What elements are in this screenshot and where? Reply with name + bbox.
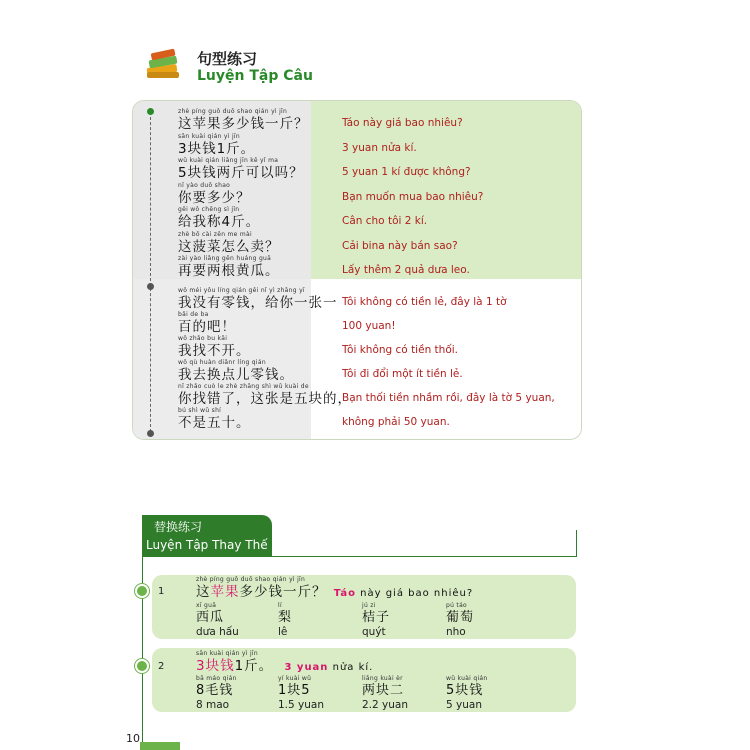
sentence-a-vietnamese: 3 yuan nửa kí. — [342, 141, 417, 154]
sentence-a-row — [178, 231, 280, 255]
sentence-b-chinese: 你找错了，这张是五块的， — [178, 391, 352, 407]
exercise-1-marker — [135, 584, 149, 598]
tab-title-vi: Luyện Tập Thay Thế — [146, 538, 268, 552]
ex1-word-option — [196, 602, 239, 638]
ex2-word-cn: 8毛钱 — [196, 683, 234, 698]
ex1-word-option — [278, 602, 292, 638]
sentence-a-chinese: 3块钱1斤。 — [178, 140, 256, 157]
sentence-b-chinese: 我没有零钱，给你一张一 — [178, 295, 338, 311]
sentence-a-vietnamese: Cải bina này bán sao? — [342, 239, 458, 252]
rail-dot-mid — [147, 283, 154, 290]
sentence-a-vietnamese: Táo này giá bao nhiêu? — [342, 117, 463, 129]
ex2-word-vi: 1.5 yuan — [278, 699, 324, 711]
sentence-a-chinese: 你要多少？ — [178, 189, 251, 206]
sentence-a-row — [178, 206, 260, 230]
exercise-2-sentence: sān kuài qián yì jīn 3块钱1斤。 3 yuan nửa kí. — [196, 650, 374, 674]
sentence-a-chinese: 这苹果多少钱一斤？ — [178, 116, 309, 132]
sentence-a-chinese: 5块钱两斤可以吗？ — [178, 165, 304, 181]
ex1-word-cn: 西瓜 — [196, 610, 225, 625]
ex2-word-py: liǎng kuài èr — [362, 675, 403, 682]
rail-dot-top — [147, 108, 154, 115]
sentence-a-vietnamese: 5 yuan 1 kí được không? — [342, 166, 471, 178]
sentence-b-chinese: 不是五十。 — [178, 415, 251, 431]
sentence-b-vietnamese: 100 yuan! — [342, 320, 396, 332]
ex1-word-py: jú zi — [362, 602, 376, 609]
ex2-word-cn: 两块二 — [362, 683, 405, 698]
rail-line — [150, 112, 151, 432]
ex2-word-option — [446, 675, 488, 711]
sentence-a-pinyin: sān kuài qián yì jīn — [178, 132, 240, 140]
sentence-b-vietnamese: Tôi không có tiền thối. — [342, 344, 459, 356]
ex1-word-vi: quýt — [362, 626, 386, 638]
ex1-word-vi: nho — [446, 626, 466, 638]
sentence-a-pinyin: nǐ yào duō shao — [178, 181, 231, 189]
ex2-word-option — [278, 675, 324, 711]
sentence-b-row — [178, 311, 236, 335]
ex1-word-py: xī guā — [196, 602, 217, 609]
ex2-word-cn: 1块5 — [278, 683, 311, 698]
sentence-b-pinyin: bǎi de ba — [178, 311, 209, 318]
tab-title-cn: 替换练习 — [154, 520, 203, 534]
ex2-word-py: bā máo qián — [196, 675, 237, 682]
ex1-word-vi: lê — [278, 626, 288, 638]
ex1-word-py: lí — [278, 602, 282, 609]
ex2-word-vi: 5 yuan — [446, 699, 482, 711]
ex2-word-option — [196, 675, 237, 711]
page-title-cn: 句型练习 — [197, 50, 258, 68]
exercise-1-sentence: zhè píng guǒ duō shao qián yì jīn 这苹果多少钱一斤？ Táo này giá bao nhiêu? — [196, 576, 474, 600]
ex1-word-vi: dưa hấu — [196, 626, 239, 638]
sentence-a-row — [178, 108, 309, 132]
exercise-2-pinyin: sān kuài qián yì jīn — [196, 650, 258, 657]
sentence-b-vietnamese: Tôi không có tiền lẻ, đây là 1 tờ — [342, 296, 507, 308]
ex2-word-cn: 5块钱 — [446, 683, 484, 698]
sentence-a-chinese: 再要两根黄瓜。 — [178, 263, 280, 279]
sentence-b-pinyin: wǒ zhǎo bu kāi — [178, 335, 228, 342]
sentence-b-pinyin: wǒ qù huàn diǎnr líng qián — [178, 359, 266, 366]
sentence-a-pinyin: zhè bō cài zěn me mài — [178, 230, 252, 238]
sentence-b-chinese: 我去换点儿零钱。 — [178, 367, 294, 383]
sentence-a-vietnamese: Cân cho tôi 2 kí. — [342, 215, 428, 227]
sentence-a-row — [178, 157, 304, 181]
sentence-b-row — [178, 287, 338, 311]
sentence-a-vietnamese: Bạn muốn mua bao nhiêu? — [342, 190, 484, 203]
sentence-b-row — [178, 383, 352, 407]
ex1-word-cn: 桔子 — [362, 610, 391, 625]
sentence-a-pinyin: gěi wǒ chēng sì jīn — [178, 206, 240, 213]
ex1-word-cn: 葡萄 — [446, 610, 475, 625]
ex2-word-py: yí kuài wǔ — [278, 675, 312, 682]
ex1-word-cn: 梨 — [278, 610, 293, 625]
sentence-a-pinyin: zhè píng guǒ duō shao qián yì jīn — [178, 108, 288, 115]
exercise-1-pinyin: zhè píng guǒ duō shao qián yì jīn — [196, 576, 306, 583]
sentence-a-pinyin: wǔ kuài qián liǎng jīn kě yǐ ma — [178, 157, 279, 164]
rail-dot-bottom — [147, 430, 154, 437]
substitution-tab — [142, 515, 272, 557]
sentence-b-vietnamese: Tôi đi đổi một ít tiền lẻ. — [342, 368, 463, 380]
sentence-b-row — [178, 407, 251, 431]
ex2-word-vi: 2.2 yuan — [362, 699, 408, 711]
ex1-word-py: pú táo — [446, 602, 468, 609]
exercise-1-number: 1 — [158, 586, 165, 597]
sentence-a-vietnamese: Lấy thêm 2 quả dưa leo. — [342, 264, 470, 276]
sentence-a-row — [178, 182, 251, 206]
sentence-a-pinyin: zài yào liǎng gēn huáng guā — [178, 255, 272, 262]
books-icon — [145, 48, 183, 82]
sentence-a-chinese: 这菠菜怎么卖？ — [178, 238, 280, 255]
ex1-word-option — [362, 602, 390, 638]
sentence-b-chinese: 我找不开。 — [178, 343, 251, 359]
sentence-b-vietnamese: không phải 50 yuan. — [342, 416, 450, 428]
ex2-word-py: wǔ kuài qián — [446, 675, 488, 682]
ex2-word-option — [362, 675, 408, 711]
sentence-b-pinyin: bú shì wǔ shí — [178, 407, 222, 414]
sentence-b-pinyin: wǒ méi yǒu líng qián gěi nǐ yì zhāng yī — [178, 287, 305, 294]
sentence-a-row — [178, 133, 255, 157]
exercise-2-number: 2 — [158, 661, 165, 672]
sentence-b-pinyin: nǐ zhǎo cuò le zhè zhāng shì wǔ kuài de — [178, 383, 309, 390]
ex1-word-option — [446, 602, 474, 638]
page-number: 10 — [126, 732, 140, 745]
page-title-vi: Luyện Tập Câu — [197, 68, 313, 84]
sentence-b-row — [178, 335, 251, 359]
sentence-b-vietnamese: Bạn thối tiền nhầm rồi, đây là tờ 5 yuan, — [342, 392, 555, 404]
ex2-word-vi: 8 mao — [196, 699, 230, 711]
sentence-b-chinese: 百的吧！ — [178, 319, 236, 335]
exercise-2-marker — [135, 659, 149, 673]
sentence-a-row — [178, 255, 280, 279]
sentence-a-chinese: 给我称4斤。 — [178, 214, 261, 230]
sentence-b-row — [178, 359, 294, 383]
